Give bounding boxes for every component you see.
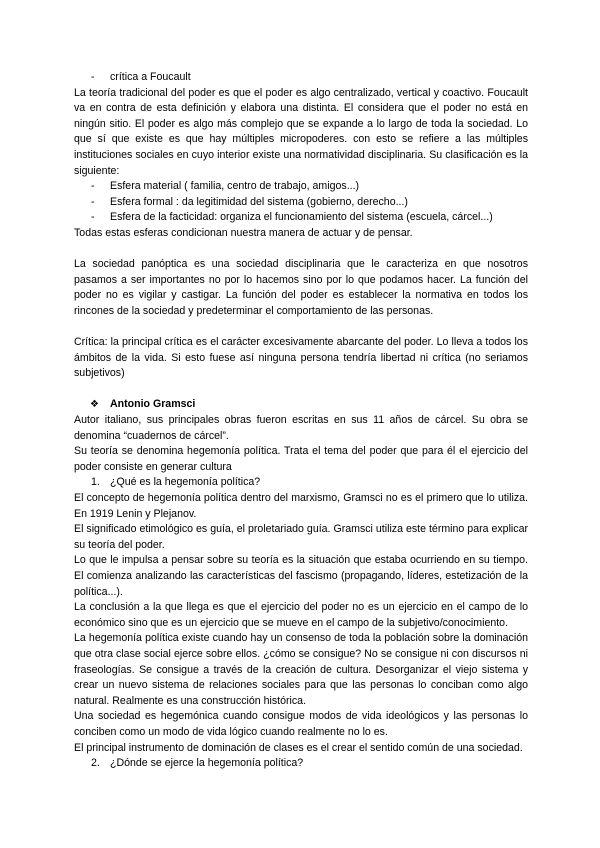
paragraph: Lo que le impulsa a pensar sobre su teoría es la situación que estaba ocurriendo en su tiempo. El comienza analizando las características del fascismo (propagando, líderes, estetización de la política...). (74, 554, 528, 598)
list-item: - Esfera formal : da legitimidad del sistema (gobierno, derecho...) (74, 195, 528, 211)
spheres-list (74, 179, 528, 226)
paragraph: Su teoría se denomina hegemonía política. Trata el tema del poder que para él el ejercicio del poder consiste en generar cultura (74, 445, 528, 473)
document-body (74, 70, 528, 772)
paragraph: El concepto de hegemonía política dentro del marxismo, Gramsci no es el primero que lo utiliza. En 1919 Lenin y Plejanov. (74, 492, 528, 520)
dash-bullet: - (91, 195, 95, 208)
list-item: - Esfera de la facticidad: organiza el funcionamiento del sistema (escuela, cárcel...) (74, 210, 528, 226)
paragraph: Crítica: la principal crítica es el carácter excesivamente abarcante del poder. Lo lleva a todos los ámbitos de la vida. Si esto fuese así ninguna persona tendría libertad ni crítica (no seriamos subjetivos) (74, 336, 528, 380)
dash-bullet: - (91, 211, 95, 224)
list-item: 1. ¿Qué es la hegemonía política? (91, 476, 261, 489)
foucault-list (74, 70, 528, 86)
paragraph: El significado etimológico es guía, el proletariado guía. Gramsci utiliza este término para explicar su teoría del poder. (74, 523, 528, 551)
paragraph: Autor italiano, sus principales obras fueron escritas en sus 11 años de cárcel. Su obra se denomina “cuadernos de cárcel”. (74, 414, 528, 442)
list-item: - crítica a Foucault (74, 70, 528, 86)
paragraph: El principal instrumento de dominación de clases es el crear el sentido común de una sociedad. (74, 741, 523, 754)
diamond-bullet-icon: ❖ (90, 399, 99, 411)
dash-bullet: - (91, 71, 95, 83)
paragraph: Una sociedad es hegemónica cuando consigue modos de vida ideológicos y las personas lo conciben como un modo de vida lógico cuando realmente no lo es. (74, 710, 528, 738)
list-item: - Esfera material ( familia, centro de trabajo, amigos...) (74, 179, 528, 195)
paragraph: La conclusión a la que llega es que el ejercicio del poder no es un ejercicio en el campo de lo económico sino que es un ejercicio que se mueve en el campo de la subjetivo/conocimiento. (74, 601, 528, 629)
paragraph: La sociedad panóptica es una sociedad disciplinaria que le caracteriza en que nosotros pasamos a ser importantes no por lo hacemos sino por lo que podamos hacer. La función del poder no es vigilar y castigar. La función del poder es establecer la normativa en todos los rincones de la sociedad y predeterminar el comportamiento de las personas. (74, 258, 528, 317)
paragraph: Todas estas esferas condicionan nuestra manera de actuar y de pensar. (74, 226, 413, 239)
question-list (74, 756, 528, 772)
dash-bullet: - (91, 180, 95, 193)
paragraph: La hegemonía política existe cuando hay un consenso de toda la población sobre la dominación que otra clase social ejerce sobre ellos. ¿cómo se consigue? No se consigue ni con discursos ni fraseologías. Se consigue a través de la creación de cultura. Desorganizar el viejo sistema y crear un nuevo sistema de relaciones sociales para que las personas lo conciban como algo natural. Realmente es una construcción histórica. (74, 632, 528, 707)
paragraph: La teoría tradicional del poder es que el poder es algo centralizado, vertical y coactivo. Foucault va en contra de esta definición y elabora una distinta. El considera que el poder no está en ningún sitio. El poder es algo más complejo que se expande a lo largo de toda la sociedad. Lo que sí que existe es que hay múltiples micropoderes. con esto se refiere a las múltiples instituciones sociales en cuyo interior existe una normatividad disciplinaria. Su clasificación es la siguiente: (74, 86, 528, 177)
section-heading: ❖ Antonio Gramsci (74, 397, 528, 413)
question-list (74, 475, 528, 491)
list-item: 2. ¿Dónde se ejerce la hegemonía política? (91, 757, 304, 770)
